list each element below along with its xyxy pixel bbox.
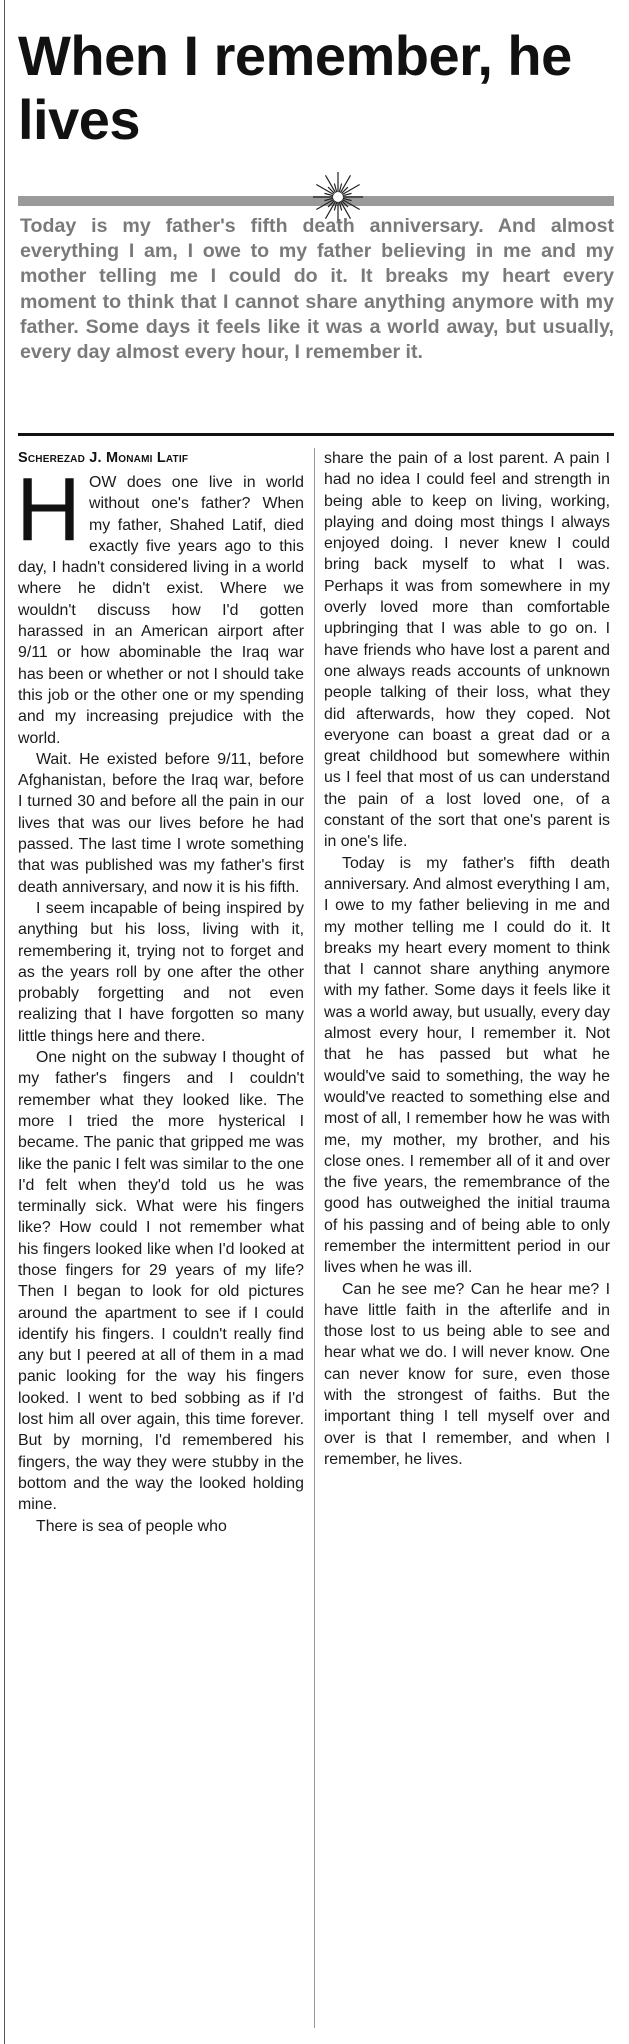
article: [18, 0, 614, 2044]
paragraph-7: Can he see me? Can he hear me? I have little faith in the afterlife and in those lost to us being able to see and hear what we do. I will never know. One can never know for sure, even those with the strongest of faiths. But the important thing I tell myself over and over is that I remember, and when I remember, he lives.: [324, 1280, 610, 1468]
byline: Scherezad J. Monami Latif: [18, 450, 189, 466]
paragraph-6: Today is my father's fifth death anniversary. And almost everything I am, I owe to my father believing in me and my mother telling me I could do it. It breaks my heart every moment to think that I cannot share anything anymore with my father. Some days it feels like it was a world away, but usually, every day almost every hour, I remember it. Not that he has passed but what he would've said to something, the way he would've reacted to something else and most of all, I remember how he was with me, my mother, my brother, and his close ones. I remember all of it and over the five years, the remembrance of the good has outweighed the initial trauma of his passing and of being able to only remember the intermittent period in our lives when he was ill.: [324, 854, 610, 1277]
drop-cap: H: [16, 460, 81, 560]
left-column: [18, 448, 304, 1537]
paragraph-2: Wait. He existed before 9/11, before Afghanistan, before the Iraq war, before I turned 30 and before all the pain in our lives that was our lives before he had passed. The last time I wrote something that was published was my father's first death anniversary, and now it is his fifth.: [18, 750, 304, 896]
right-column: [324, 448, 610, 1470]
paragraph-1: [16, 460, 304, 749]
paragraph-5-continued: share the pain of a lost parent. A pain I had no idea I could feel and strength in being able to keep on living, working, playing and doing most things I always enjoyed doing. I never knew I could bring back myself to what I was. Perhaps it was from somewhere in my overly loved more than comfortable upbringing that I was able to go on. I have friends who have lost a parent and one always reads accounts of unknown people talking of their loss, what they did afterwards, how they coped. Not everyone can boast a great dad or a great childhood but somewhere within us I feel that most of us can understand the pain of a lost loved one, of a constant of the sort that one's parent is in one's life.: [324, 450, 610, 851]
headline: When I remember, he lives: [18, 24, 572, 151]
left-border-rule: [4, 0, 5, 2044]
paragraph-4: One night on the subway I thought of my father's fingers and I couldn't remember what they looked like. The more I tried the more hysterical I became. The panic that gripped me was like the panic I felt was similar to the one I'd felt when they'd told us he was terminally sick. What were his fingers like? How could I not remember what his fingers looked like when I'd looked at those fingers for 29 years of my life? Then I began to look for old pictures around the apartment to see if I could identify his fingers. I couldn't really find any but I peered at all of them in a mad panic looking for the way his fingers looked. I went to bed sobbing as if I'd lost him all over again, this time forever. But by morning, I'd remembered his fingers, the way they were stubby in the bottom and the way the looked holding mine.: [18, 1049, 304, 1514]
article-deck: Today is my father's fifth death anniversary. And almost everything I am, I owe to my father believing in me and my mother telling me I could do it. It breaks my heart every moment to think that I cannot share anything anymore with my father. Some days it feels like it was a world away, but usually, every day almost every hour, I remember it.: [20, 215, 614, 364]
section-rule: [18, 433, 614, 436]
column-divider: [314, 448, 315, 2028]
paragraph-3: I seem incapable of being inspired by anything but his loss, living with it, remembering it, trying not to forget and as the years roll by one after the other probably forgetting and not even realizing that I have forgotten so many little things here and there.: [18, 899, 304, 1045]
paragraph-5-start: There is sea of people who: [36, 1517, 227, 1535]
paragraph-1-text: OW does one live in world without one's father? When my father, Shahed Latif, died exactly five years ago to this day, I hadn't considered living in a world where he didn't exist. Where we wouldn't discuss how I'd gotten harassed in an American airport after 9/11 or how abominable the Iraq war has been or whether or not I should take this job or the other one or my spending and my increasing prejudice with the world.: [18, 474, 304, 747]
